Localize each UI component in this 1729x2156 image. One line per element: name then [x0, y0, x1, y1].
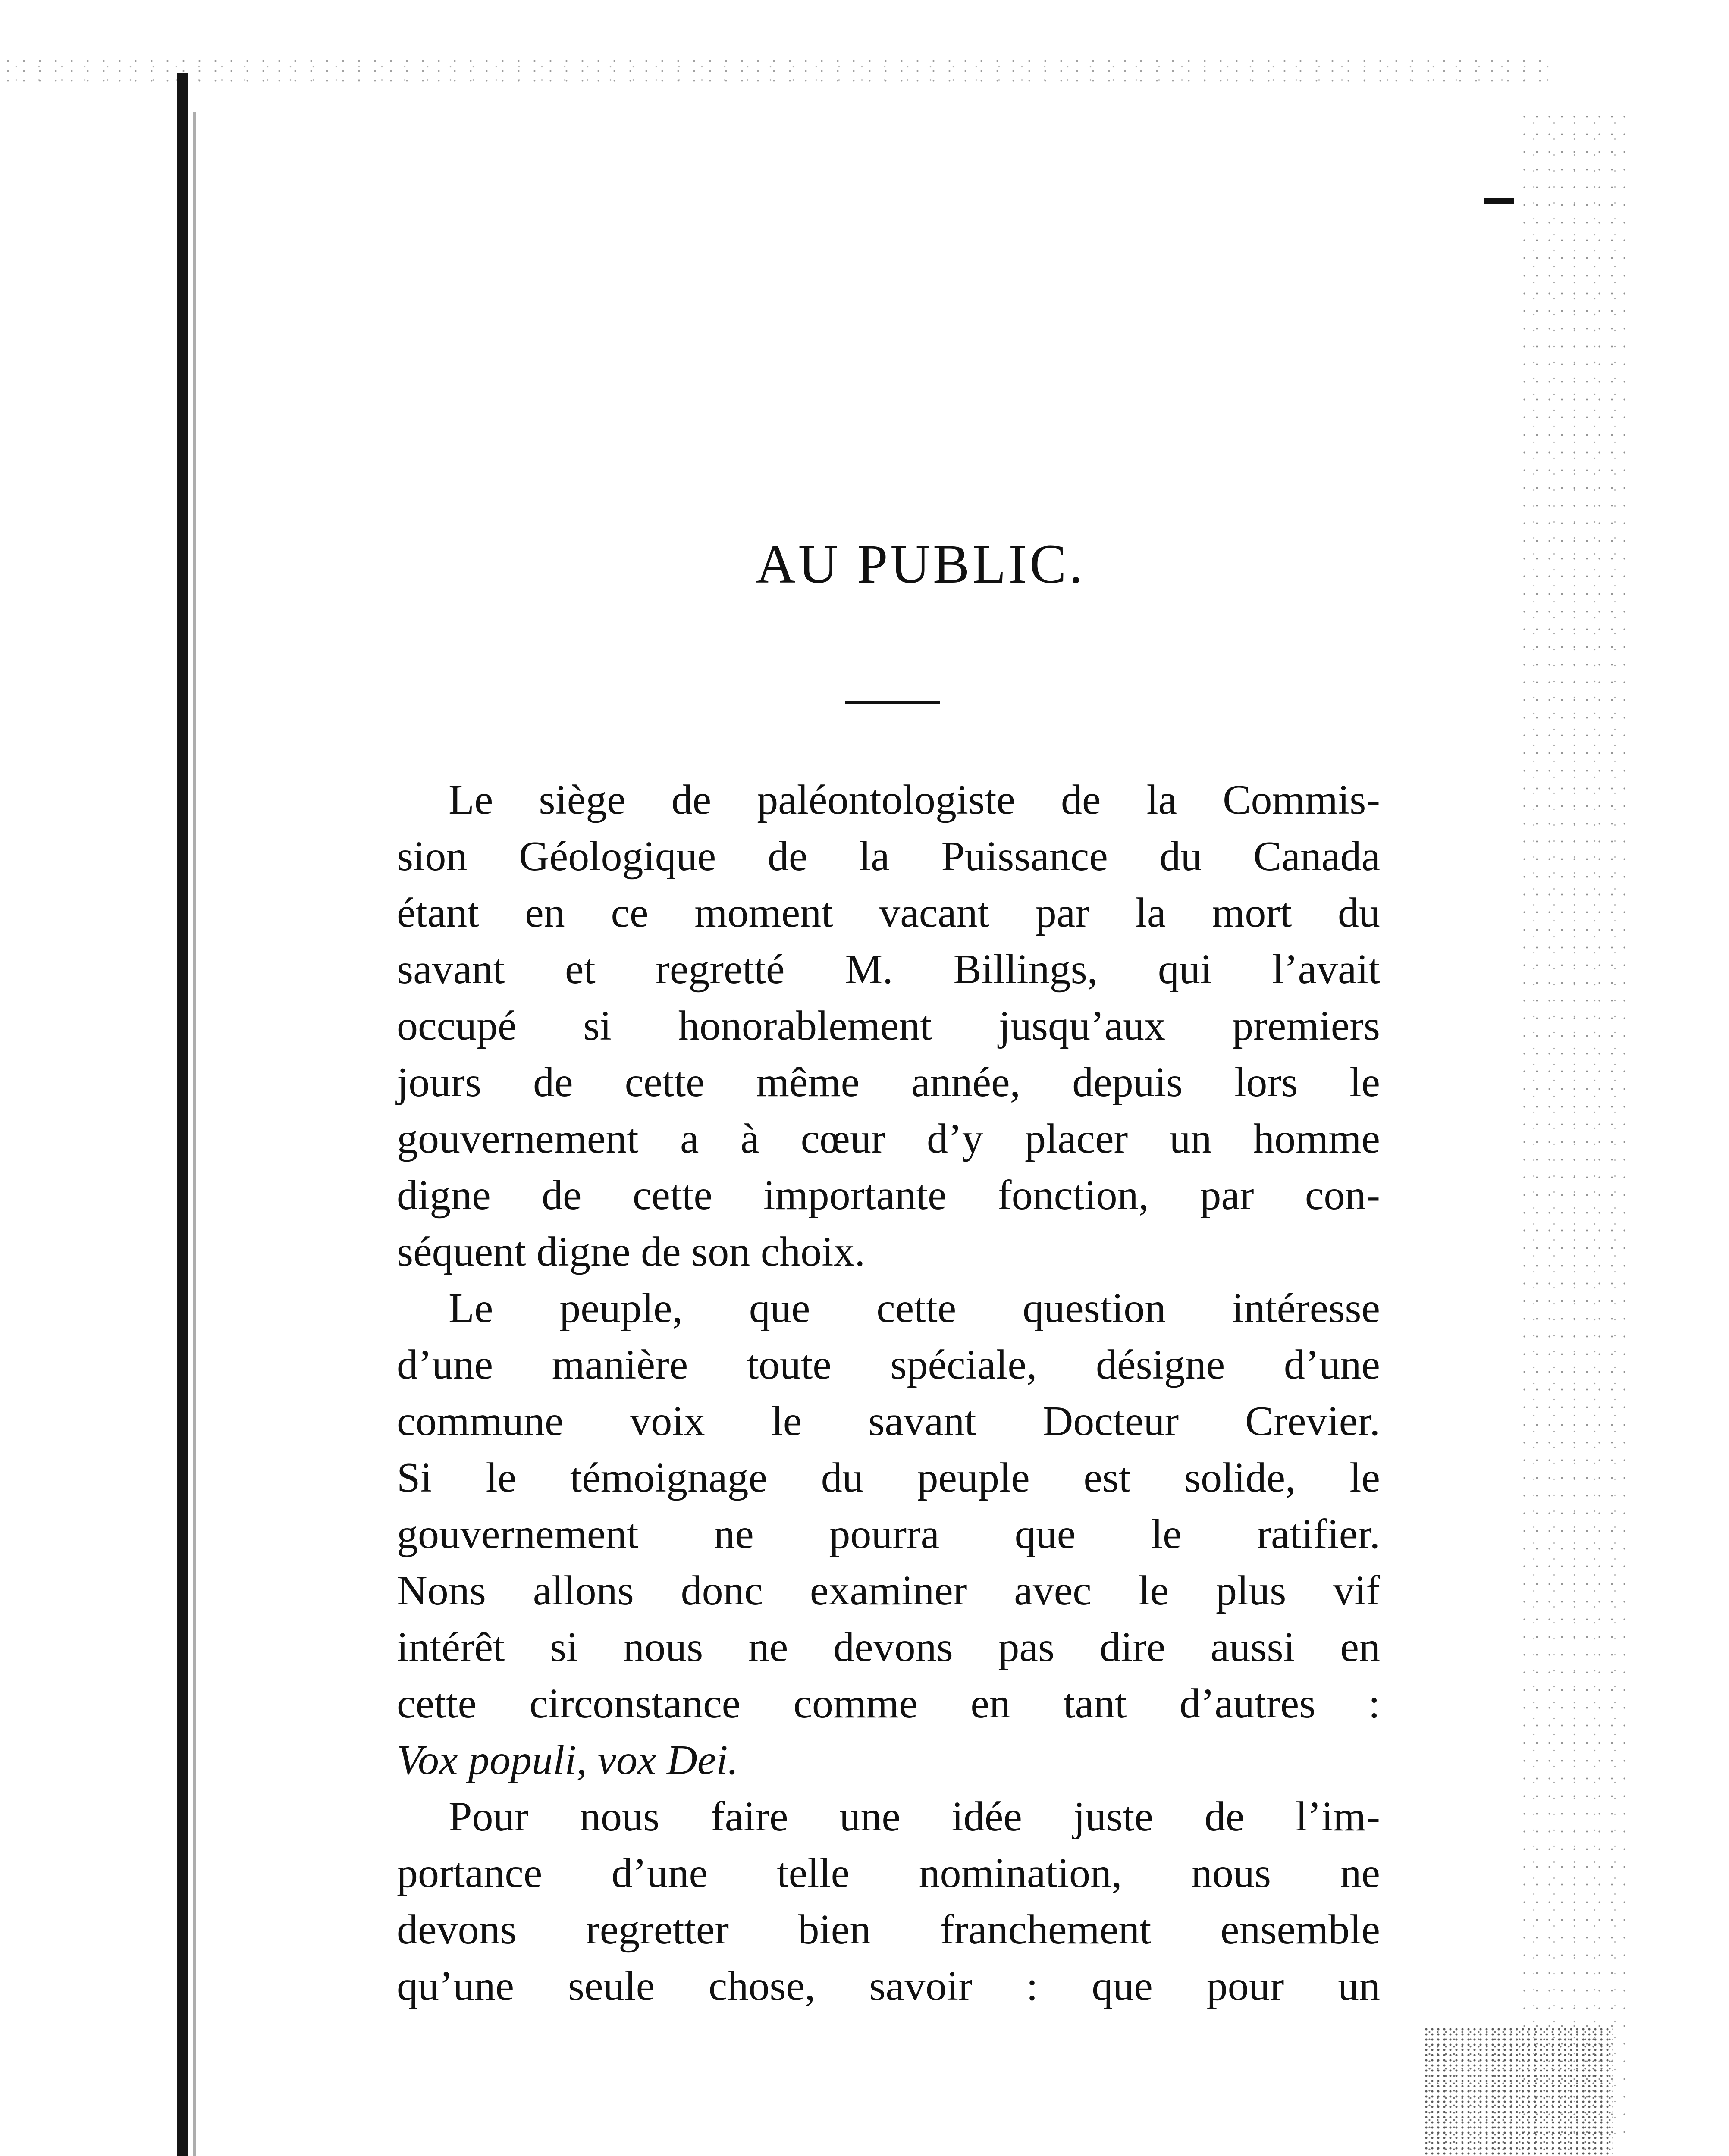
text-line: Pour nous faire une idée juste de l’im-	[449, 1793, 1380, 1840]
corner-mark	[1484, 198, 1514, 204]
text-line: qu’une seule chose, savoir : que pour un	[397, 1963, 1380, 2009]
text-line: Vox populi, vox Dei.	[397, 1737, 738, 1783]
text-line: jours de cette même année, depuis lors le	[397, 1059, 1380, 1106]
text-line: Le siège de paléontologiste de la Commis-	[449, 777, 1380, 823]
text-line: gouvernement ne pourra que le ratifier.	[397, 1511, 1380, 1557]
text-line: intérêt si nous ne devons pas dire aussi en	[397, 1624, 1380, 1670]
corner-smudge	[1423, 2027, 1613, 2156]
text-line: Nons allons donc examiner avec le plus vif	[397, 1567, 1380, 1614]
binding-edge	[177, 73, 188, 2156]
text-line: Le peuple, que cette question intéresse	[449, 1285, 1380, 1332]
text-line: commune voix le savant Docteur Crevier.	[397, 1398, 1380, 1445]
text-line: cette circonstance comme en tant d’autres :	[397, 1680, 1380, 1727]
text-line: digne de cette importante fonction, par con-	[397, 1172, 1380, 1219]
page-edge-top	[0, 56, 1553, 82]
page-edge-right	[1518, 108, 1630, 2134]
binding-shadow	[193, 112, 196, 2156]
text-line: portance d’une telle nomination, nous ne	[397, 1850, 1380, 1896]
title-rule	[845, 701, 940, 704]
text-line: étant en ce moment vacant par la mort du	[397, 890, 1380, 936]
page-title: AU PUBLIC.	[756, 533, 1086, 595]
text-line: Si le témoignage du peuple est solide, le	[397, 1454, 1380, 1501]
text-line: séquent digne de son choix.	[397, 1228, 865, 1275]
text-line: occupé si honorablement jusqu’aux premiers	[397, 1003, 1380, 1049]
text-line: devons regretter bien franchement ensemble	[397, 1906, 1380, 1953]
text-line: gouvernement a à cœur d’y placer un homme	[397, 1116, 1380, 1162]
text-line: sion Géologique de la Puissance du Canada	[397, 833, 1380, 880]
text-line: savant et regretté M. Billings, qui l’avait	[397, 946, 1380, 993]
body-text	[397, 772, 1380, 2015]
text-line: d’une manière toute spéciale, désigne d’une	[397, 1341, 1380, 1388]
